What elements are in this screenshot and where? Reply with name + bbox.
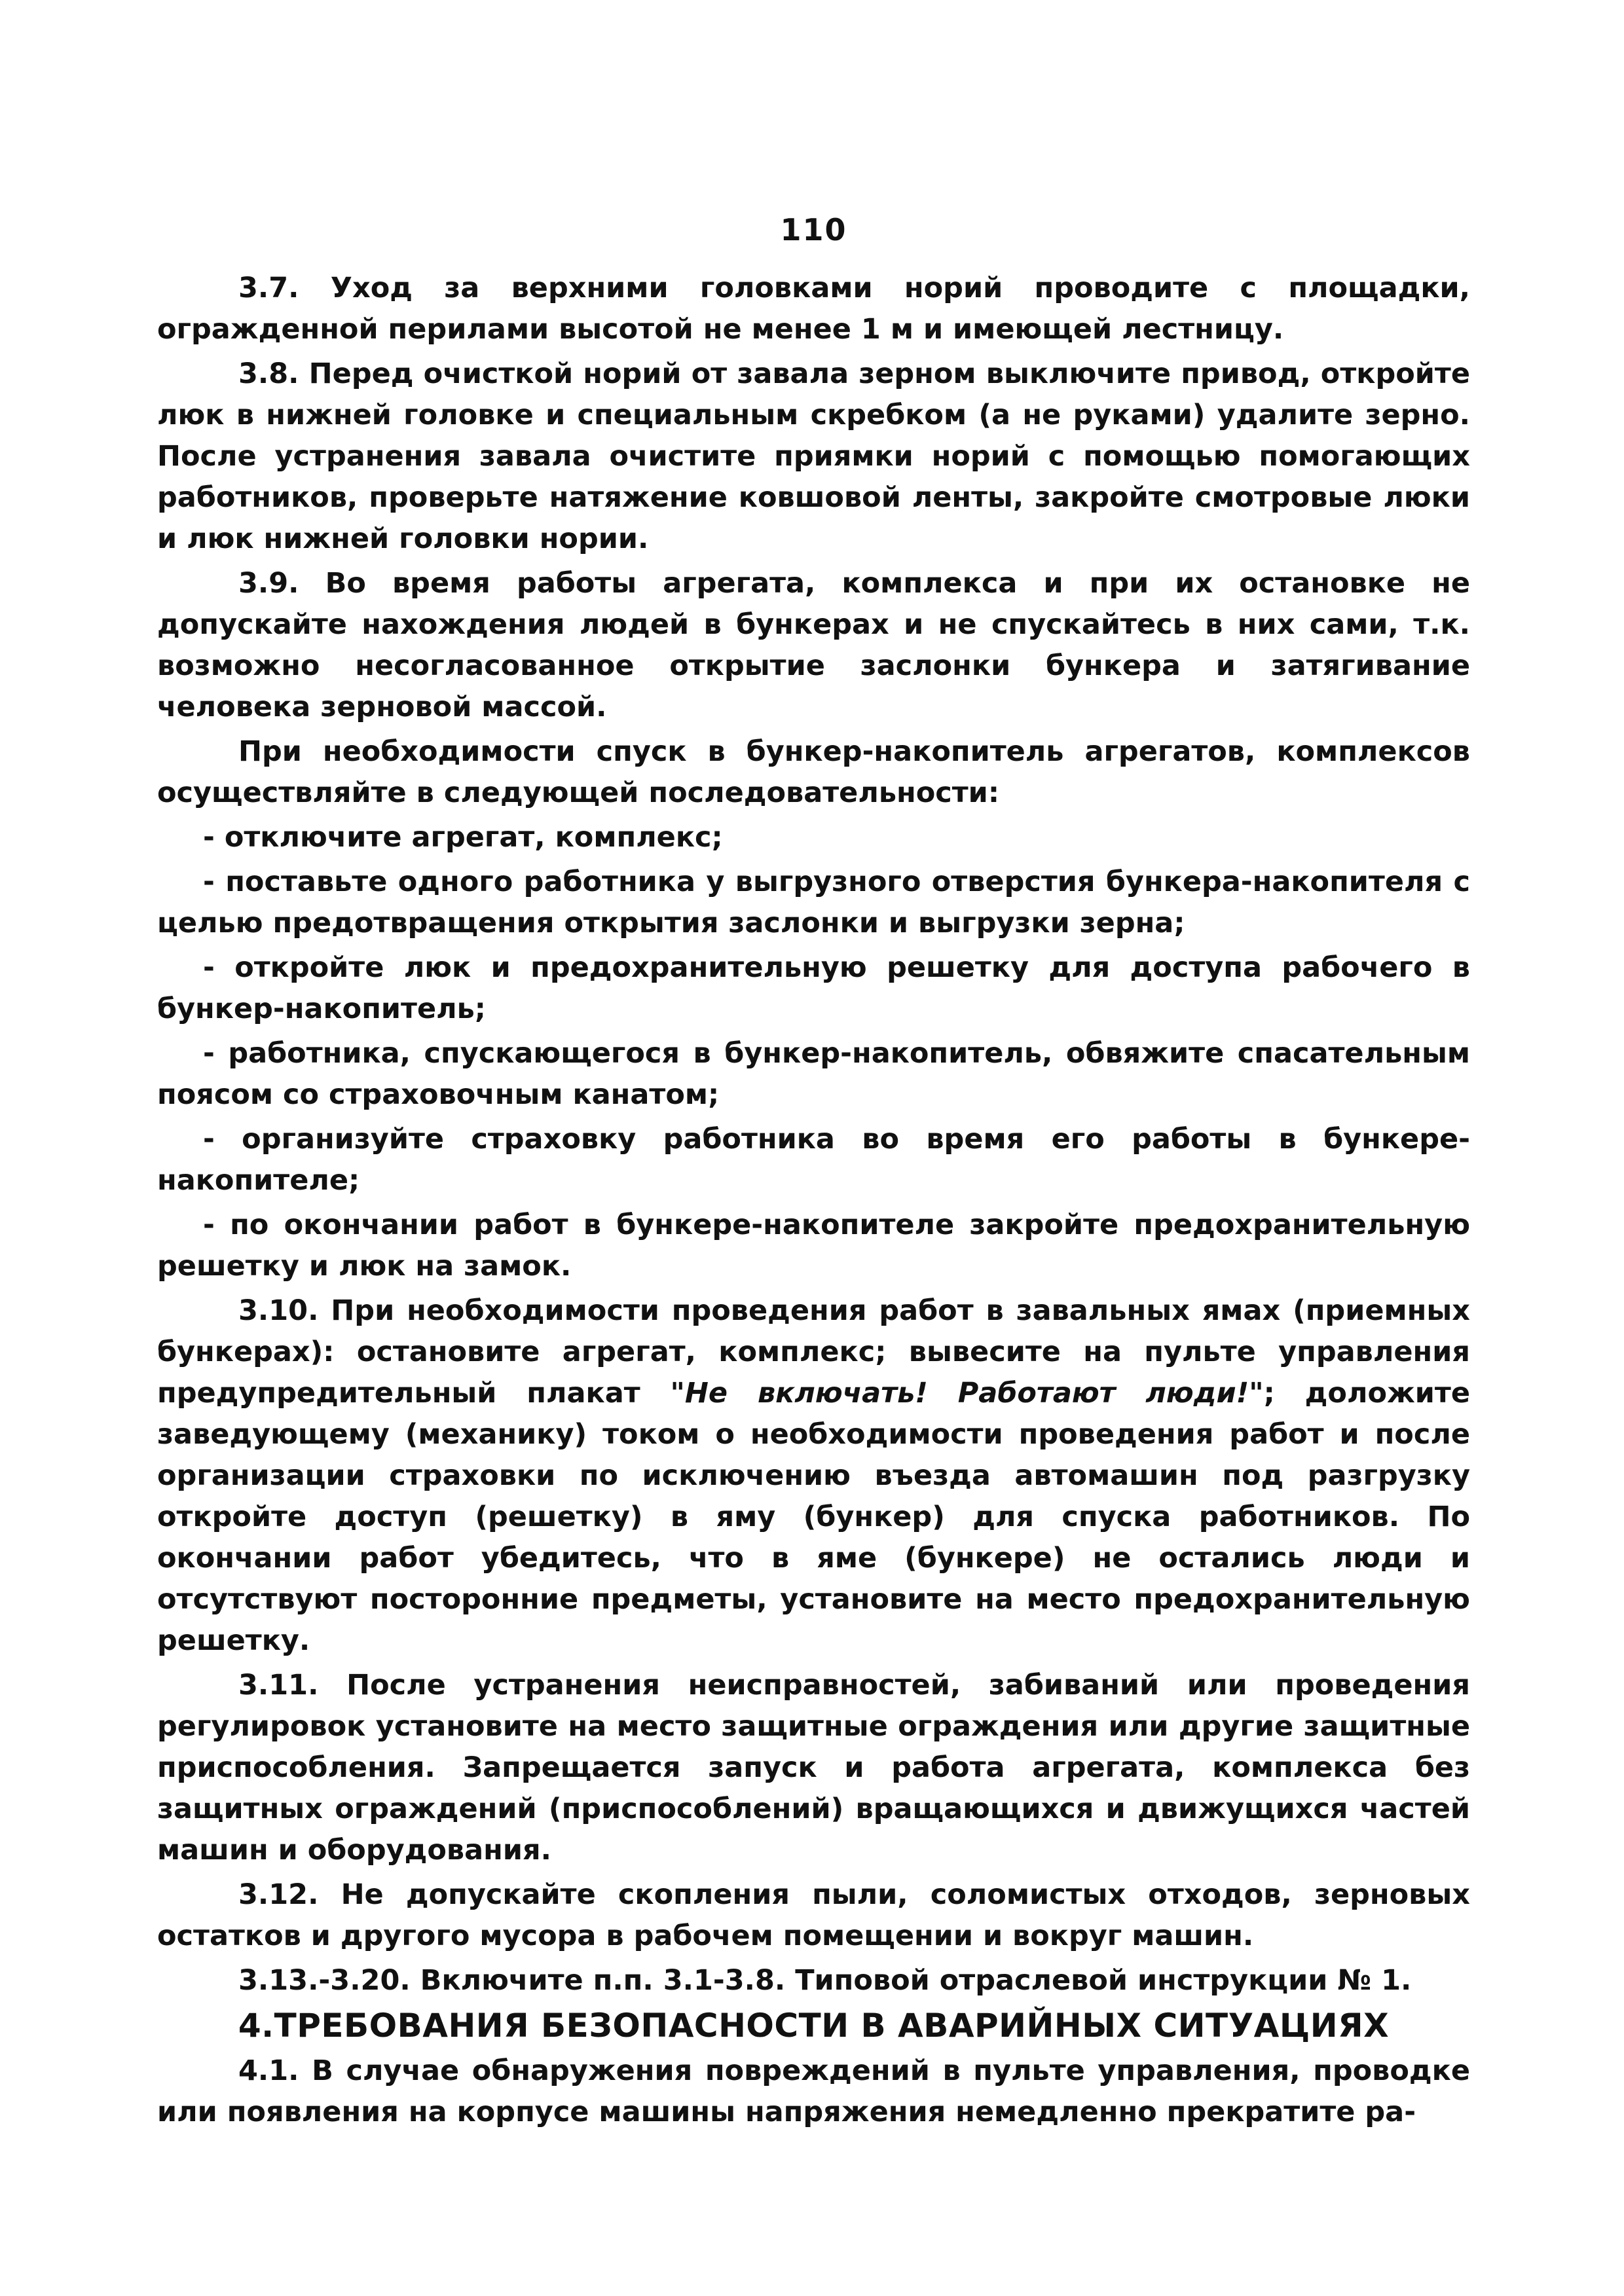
paragraph-3-10-part-a: 3.10. При необходимости проведения работ в завальных ямах (приемных бункерах): остановите агрегат, комплекс; вывесите на пульте управления предупредительный плакат bbox=[157, 1294, 1470, 1410]
list-item: - работника, спускающегося в бункер-накопитель, обвяжите спасательным поясом со страховочным канатом; bbox=[157, 1037, 1470, 1111]
paragraph-3-7: 3.7. Уход за верхними головками норий проводите с площадки, огражденной перилами высотой не менее 1 м и имеющей лестницу. bbox=[157, 272, 1470, 346]
paragraph-3-10 bbox=[157, 1290, 1470, 1662]
paragraph-3-11: 3.11. После устранения неисправностей, забиваний или проведения регулировок установите на место защитные ограждения или другие защитные приспособления. Запрещается запуск и работа агрегата, комплекса без защитных ограждений (приспособлений) вращающихся и движущихся частей машин и оборудования. bbox=[157, 1669, 1470, 1867]
section-heading: 4.ТРЕБОВАНИЯ БЕЗОПАСНОСТИ В АВАРИЙНЫХ СИТУАЦИЯХ bbox=[238, 2007, 1390, 2045]
paragraph-3-10-part-b: ; доложите заведующему (механику) током о необходимости проведения работ и после организации страховки по исключению въезда автомашин под разгрузку откройте доступ (решетку) в яму (бункер) для спуска работников. По окончании работ убедитесь, что в яме (бункере) не остались люди и отсутствуют посторонние предметы, установите на место предохранительную решетку. bbox=[157, 1377, 1470, 1657]
list-item: - отключите агрегат, комплекс; bbox=[203, 821, 723, 854]
list-item: - поставьте одного работника у выгрузного отверстия бункера-накопителя с целью предотвращения открытия заслонки и выгрузки зерна; bbox=[157, 866, 1470, 939]
list-item: - откройте люк и предохранительную решетку для доступа рабочего в бункер-накопитель; bbox=[157, 951, 1470, 1025]
paragraph-3-13-3-20: 3.13.-3.20. Включите п.п. 3.1-3.8. Типовой отраслевой инструкции № 1. bbox=[238, 1964, 1412, 1997]
procedure-list bbox=[157, 817, 1470, 1287]
paragraph-4-1: 4.1. В случае обнаружения повреждений в пульте управления, проводке или появления на корпусе машины напряжения немедленно прекратите ра- bbox=[157, 2054, 1470, 2128]
warning-poster-text: "Не включать! Работают люди!" bbox=[670, 1377, 1264, 1410]
page-number: 110 bbox=[780, 212, 847, 247]
paragraph-bunker-procedure: При необходимости спуск в бункер-накопитель агрегатов, комплексов осуществляйте в следующей последовательности: bbox=[157, 735, 1470, 809]
paragraph-3-9: 3.9. Во время работы агрегата, комплекса и при их остановке не допускайте нахождения людей в бункерах и не спускайтесь в них сами, т.к. возможно несогласованное открытие заслонки бункера и затягивание человека зерновой массой. bbox=[157, 567, 1470, 723]
list-item: - по окончании работ в бункере-накопителе закройте предохранительную решетку и люк на замок. bbox=[157, 1209, 1470, 1283]
document-page bbox=[157, 210, 1470, 2136]
paragraph-3-8: 3.8. Перед очисткой норий от завала зерном выключите привод, откройте люк в нижней головке и специальным скребком (а не руками) удалите зерно. После устранения завала очистите приямки норий с помощью помогающих работников, проверьте натяжение ковшовой ленты, закройте смотровые люки и люк нижней головки нории. bbox=[157, 357, 1470, 555]
paragraph-3-12: 3.12. Не допускайте скопления пыли, соломистых отходов, зерновых остатков и другого мусора в рабочем помещении и вокруг машин. bbox=[157, 1878, 1470, 1952]
list-item: - организуйте страховку работника во время его работы в бункере-накопителе; bbox=[157, 1123, 1470, 1197]
